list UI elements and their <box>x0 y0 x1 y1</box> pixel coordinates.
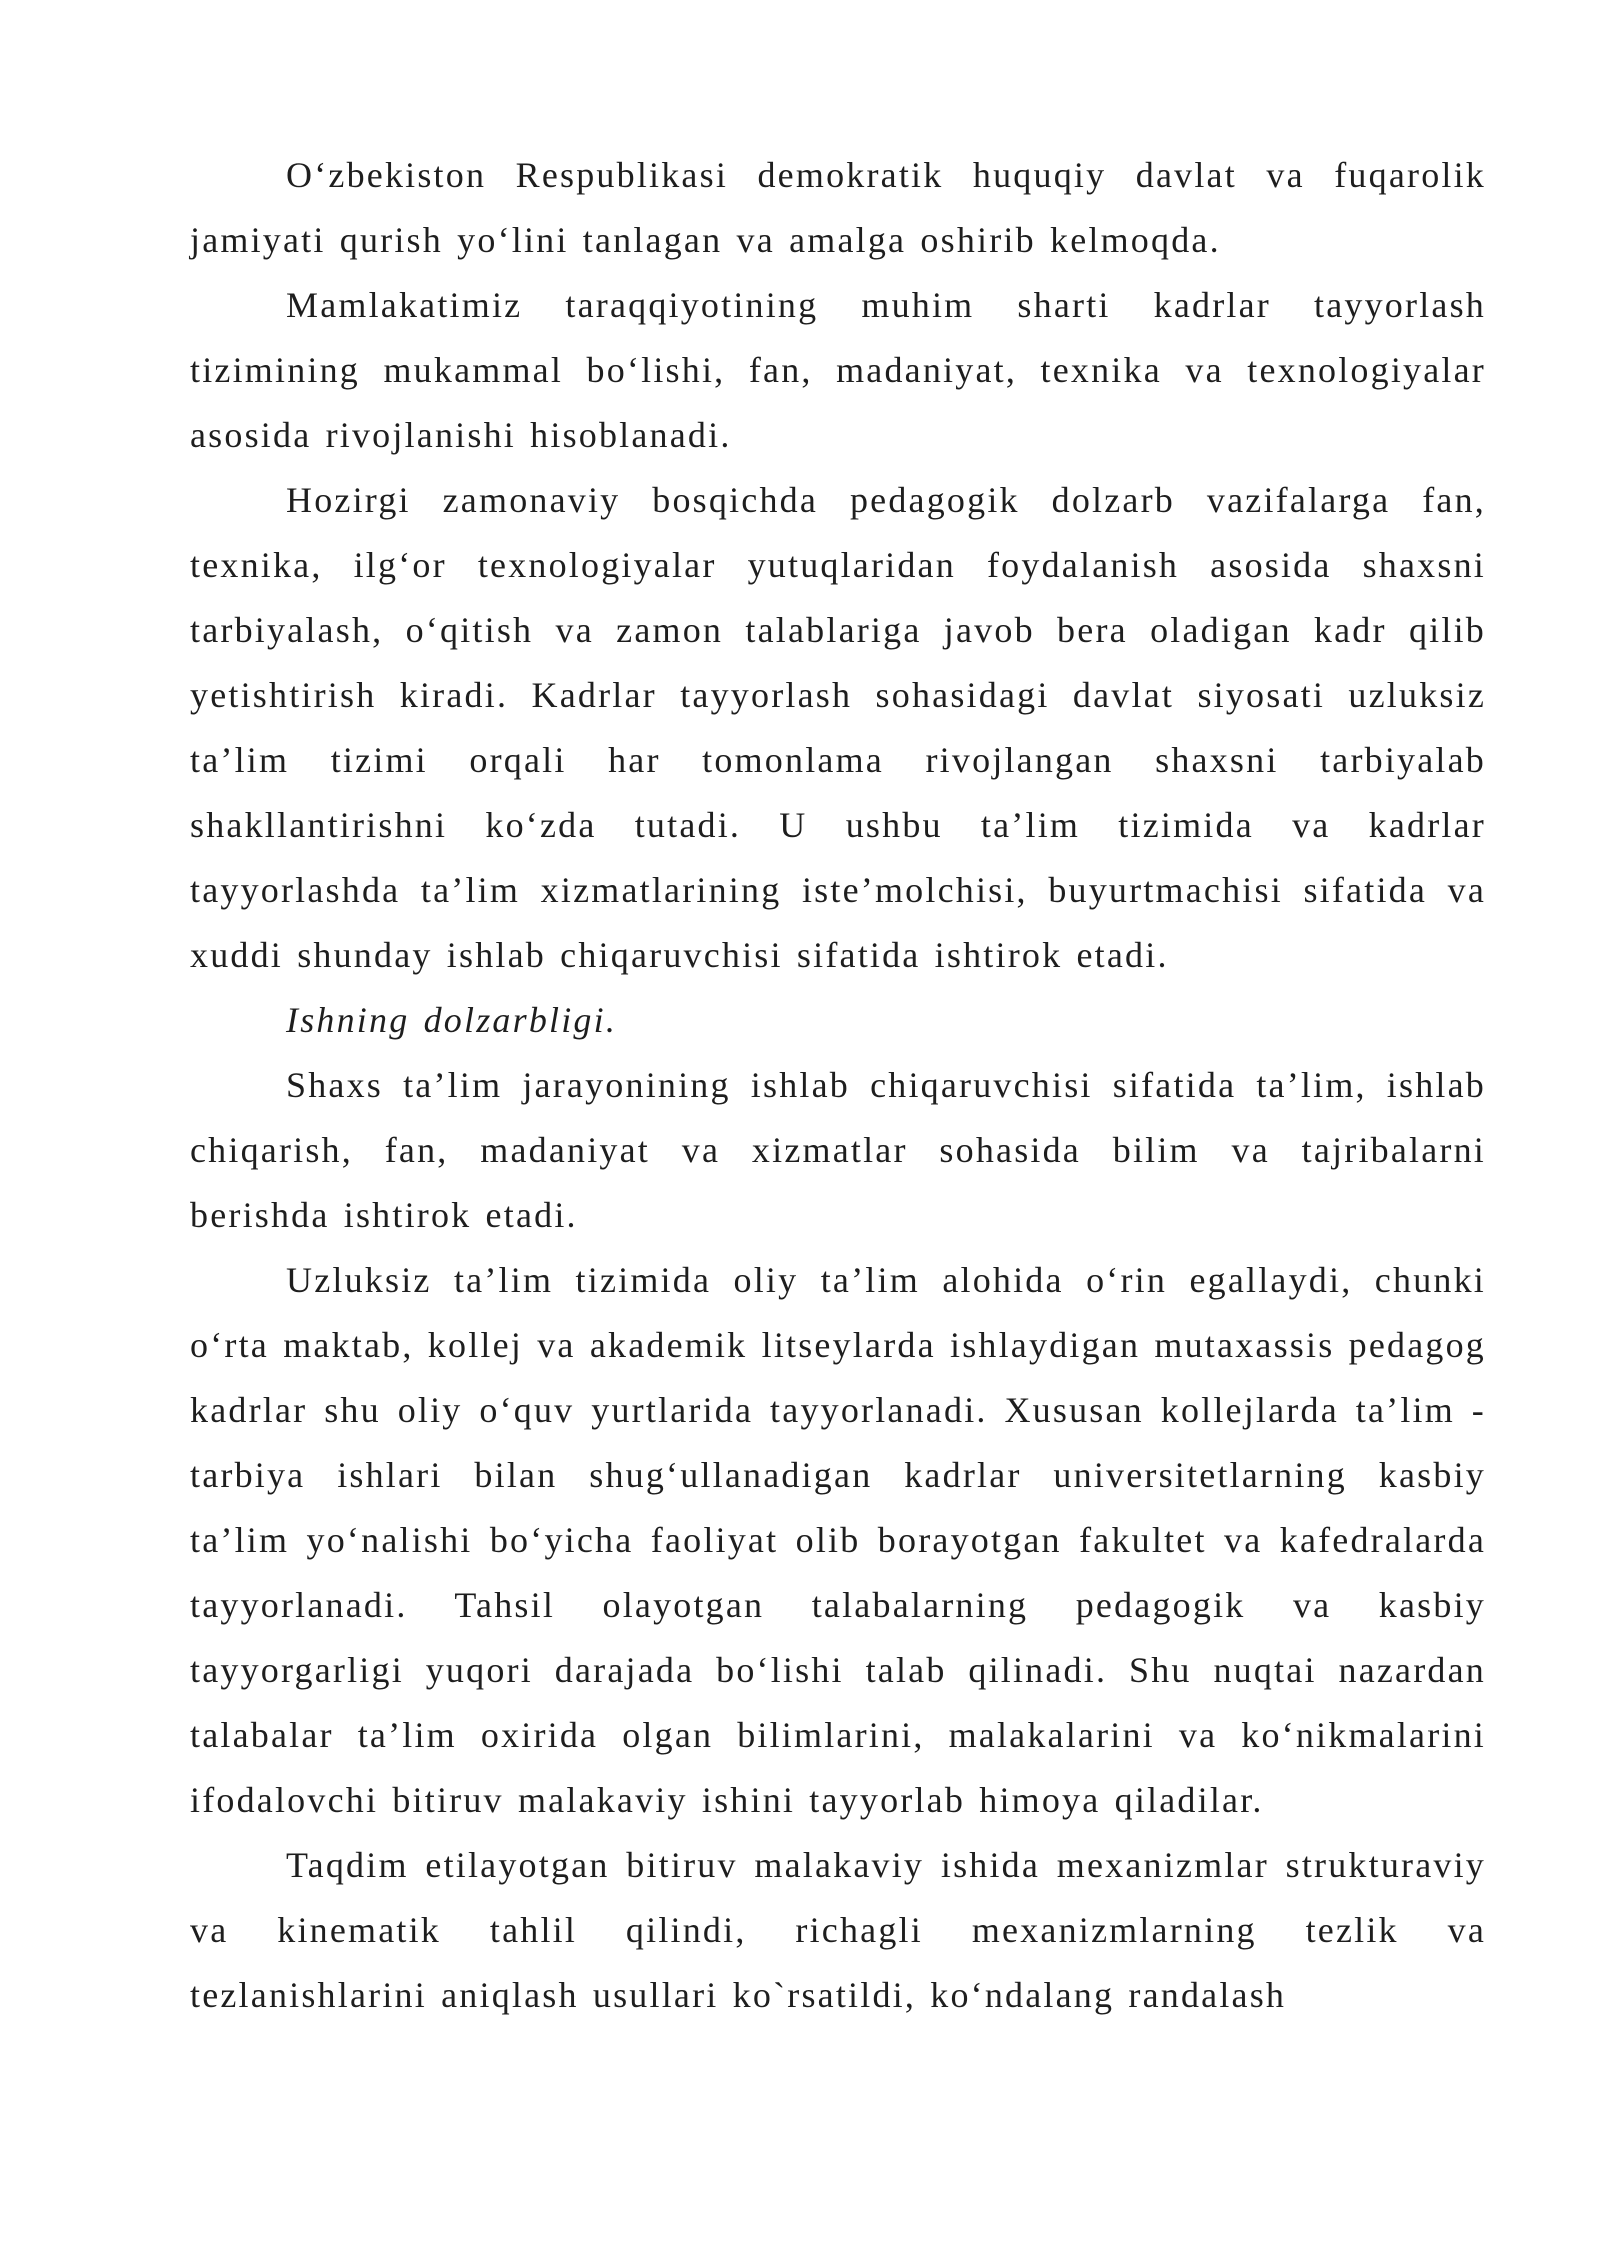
paragraph-continuous-education: Uzluksiz ta’lim tizimida oliy ta’lim alohida o‘rin egallaydi, chunki o‘rta maktab, kollej va akademik litseylarda ishlaydigan mutaxassis pedagog kadrlar shu oliy o‘quv yurtlarida tayyorlanadi. Xususan kollejlarda ta’lim - tarbiya ishlari bilan shug‘ullanadigan kadrlar universitetlarning kasbiy ta’lim yo‘nalishi bo‘yicha faoliyat olib borayotgan fakultet va kafedralarda tayyorlanadi. Tahsil olayotgan talabalarning pedagogik va kasbiy tayyorgarligi yuqori darajada bo‘lishi talab qilinadi. Shu nuqtai nazardan talabalar ta’lim oxirida olgan bilimlarini, malakalarini va ko‘nikmalarini ifodalovchi bitiruv malakaviy ishini tayyorlab himoya qiladilar. <box>190 1260 1486 1820</box>
document-page <box>190 143 1486 2028</box>
paragraph-intro: O‘zbekiston Respublikasi demokratik huquqiy davlat va fuqarolik jamiyati qurish yo‘lini tanlagan va amalga oshirib kelmoqda. <box>190 155 1486 260</box>
section-heading-relevance: Ishning dolzarbligi. <box>286 1000 618 1040</box>
paragraph-development-condition: Mamlakatimiz taraqqiyotining muhim sharti kadrlar tayyorlash tizimining mukammal bo‘lishi, fan, madaniyat, texnika va texnologiyalar asosida rivojlanishi hisoblanadi. <box>190 285 1486 455</box>
paragraph-thesis-summary: Taqdim etilayotgan bitiruv malakaviy ishida mexanizmlar strukturaviy va kinematik tahlil qilindi, richagli mexanizmlarning tezlik va tezlanishlarini aniqlash usullari ko`rsatildi, ko‘ndalang randalash <box>190 1845 1486 2015</box>
paragraph-person-education: Shaxs ta’lim jarayonining ishlab chiqaruvchisi sifatida ta’lim, ishlab chiqarish, fan, madaniyat va xizmatlar sohasida bilim va tajribalarni berishda ishtirok etadi. <box>190 1065 1486 1235</box>
paragraph-modern-stage: Hozirgi zamonaviy bosqichda pedagogik dolzarb vazifalarga fan, texnika, ilg‘or texnologiyalar yutuqlaridan foydalanish asosida shaxsni tarbiyalash, o‘qitish va zamon talablariga javob bera oladigan kadr qilib yetishtirish kiradi. Kadrlar tayyorlash sohasidagi davlat siyosati uzluksiz ta’lim tizimi orqali har tomonlama rivojlangan shaxsni tarbiyalab shakllantirishni ko‘zda tutadi. U ushbu ta’lim tizimida va kadrlar tayyorlashda ta’lim xizmatlarining iste’molchisi, buyurtmachisi sifatida va xuddi shunday ishlab chiqaruvchisi sifatida ishtirok etadi. <box>190 480 1486 975</box>
